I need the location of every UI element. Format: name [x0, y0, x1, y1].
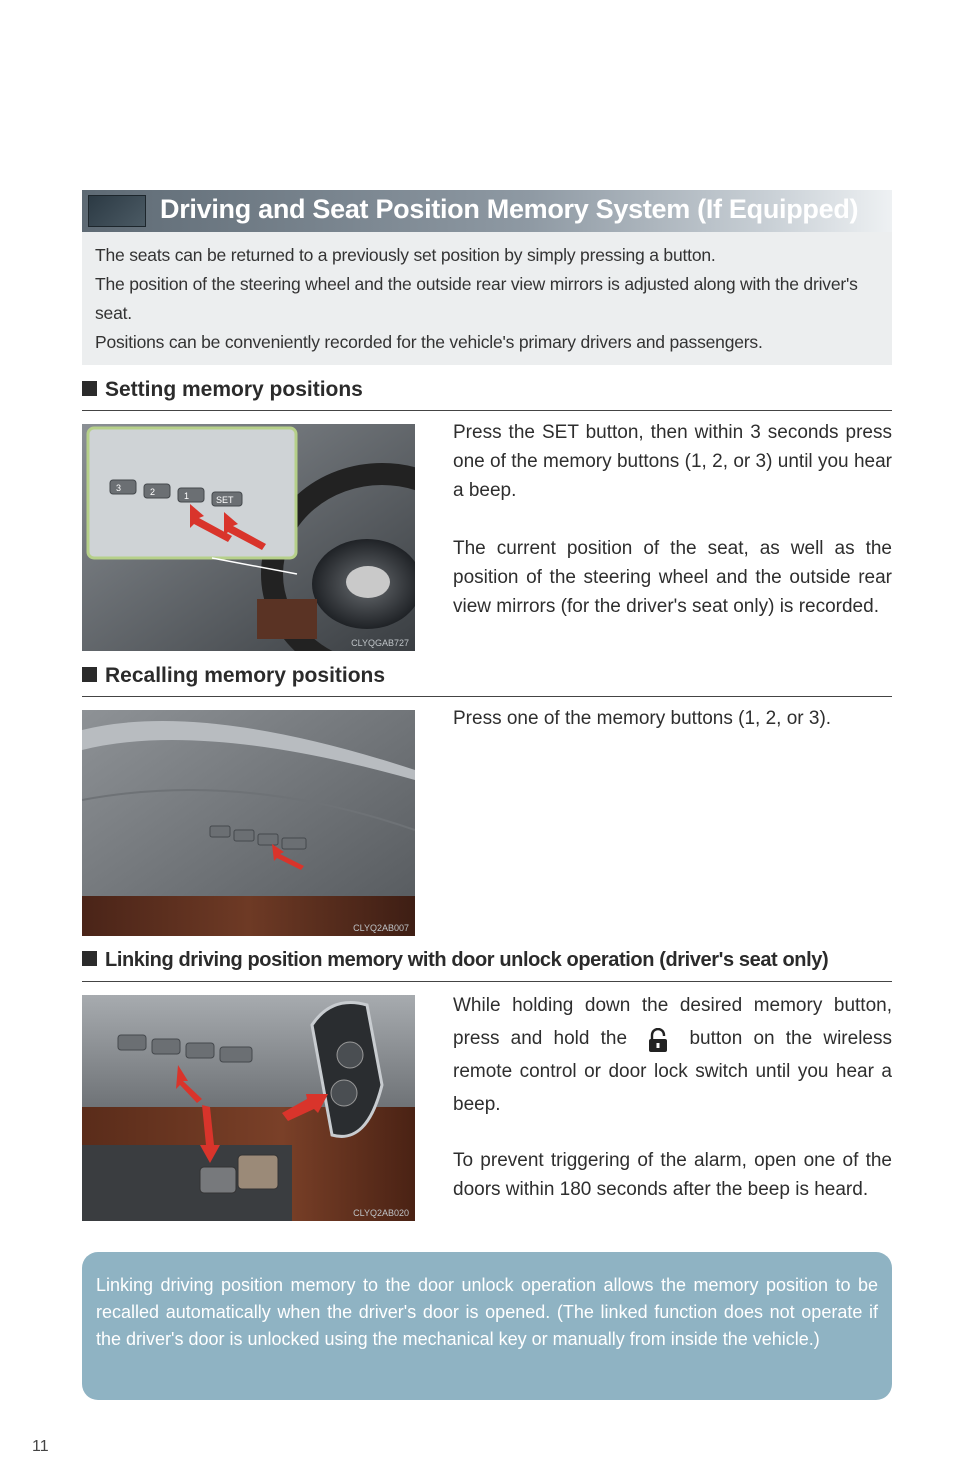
note-box: Linking driving position memory to the door unlock operation allows the memory position to be recalled automatically when the driver's door is opened. (The linked function does not operate if the driver's door is unlocked using the mechanical key or manually from inside the vehicle.) — [82, 1252, 892, 1400]
paragraph: The current position of the seat, as well as the position of the steering wheel and the outside rear view mirrors (for the driver's seat only) is recorded. — [453, 538, 892, 617]
square-bullet-icon — [82, 381, 97, 396]
image-code: CLYQ2AB007 — [353, 923, 409, 933]
memory-button-1-label: 1 — [184, 491, 190, 501]
intro-line: The seats can be returned to a previously set position by simply pressing a button. — [95, 245, 716, 265]
set-button-label: SET — [216, 495, 234, 505]
section-heading-text: Setting memory positions — [105, 378, 363, 401]
section-heading-linking — [82, 949, 892, 982]
intro-line: Positions can be conveniently recorded for the vehicle's primary drivers and passengers. — [95, 332, 763, 352]
banner-icon — [88, 195, 146, 227]
section-heading-text: Linking driving position memory with door unlock operation (driver's seat only) — [105, 949, 829, 971]
unlock-icon — [638, 1028, 678, 1050]
image-code: CLYQ2AB020 — [353, 1208, 409, 1218]
photo-linking-memory — [82, 995, 415, 1221]
section-heading-recalling — [82, 664, 892, 697]
paragraph-part: button on the wireless remote control or door lock switch until you hear a beep. — [453, 1028, 892, 1115]
section-heading-setting — [82, 378, 892, 411]
photo-setting-memory — [82, 424, 415, 651]
intro-box — [82, 232, 892, 365]
image-code: CLYQGAB727 — [351, 638, 409, 648]
photo-recalling-memory — [82, 710, 415, 936]
page-number: 11 — [32, 1438, 49, 1455]
square-bullet-icon — [82, 951, 97, 966]
intro-line: The position of the steering wheel and the outside rear view mirrors is adjusted along with the driver's seat. — [95, 274, 858, 323]
section-heading-text: Recalling memory positions — [105, 664, 386, 687]
page-title: Driving and Seat Position Memory System (If Equipped) — [160, 194, 859, 224]
paragraph — [453, 989, 892, 1121]
paragraph: Press the SET button, then within 3 seconds press one of the memory buttons (1, 2, or 3) until you hear a beep. — [453, 422, 892, 501]
paragraph: To prevent triggering of the alarm, open one of the doors within 180 seconds after the beep is heard. — [453, 1150, 892, 1200]
memory-button-3-label: 3 — [116, 483, 122, 493]
title-banner — [82, 190, 892, 232]
paragraph-part: While holding down the desired memory button, press and hold the — [453, 995, 892, 1049]
square-bullet-icon — [82, 667, 97, 682]
linking-instructions — [453, 989, 892, 1233]
recalling-instructions — [453, 704, 892, 762]
memory-button-2-label: 2 — [150, 487, 156, 497]
setting-instructions — [453, 418, 892, 650]
paragraph: Press one of the memory buttons (1, 2, or 3). — [453, 708, 832, 729]
